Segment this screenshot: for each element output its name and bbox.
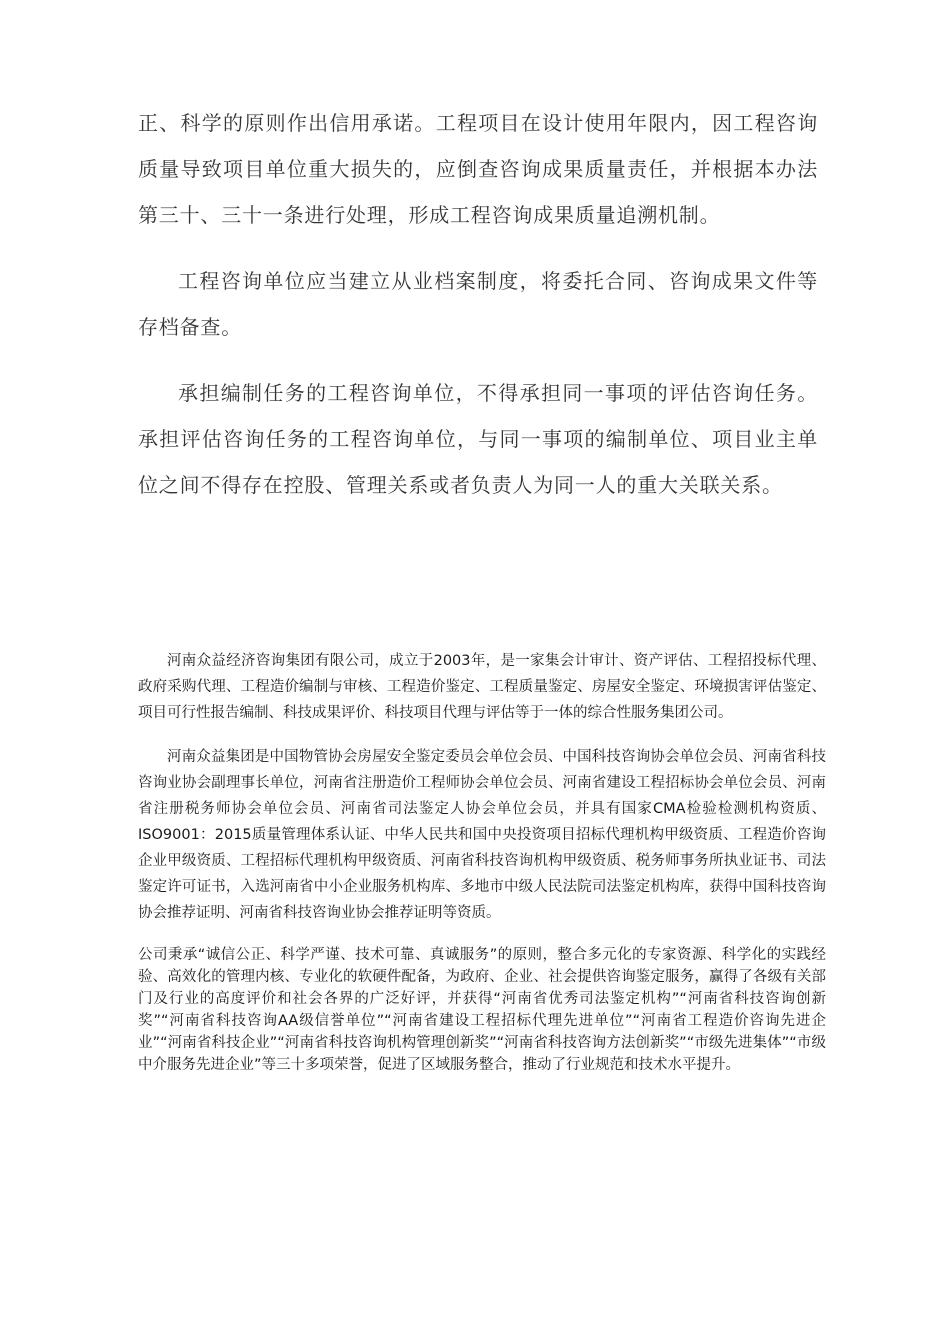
paragraph-company-overview: 河南众益经济咨询集团有限公司，成立于2003年，是一家集会计审计、资产评估、工程招投标代理、政府采购代理、工程造价编制与审核、工程造价鉴定、工程质量鉴定、房屋安全鉴定、环境损害评估鉴定、项目可行性报告编制、科技成果评价、科技项目代理与评估等于一体的综合性服务集团公司。 bbox=[138, 653, 826, 721]
paragraph-principles-honors: 公司秉承“诚信公正、科学严谨、技术可靠、真诚服务”的原则，整合多元化的专家资源、科学化的实践经验、高效化的管理内核、专业化的软硬件配备，为政府、企业、社会提供咨询鉴定服务，赢得了各级有关部门及行业的高度评价和社会各界的广泛好评，并获得“河南省优秀司法鉴定机构”“河南省科技咨询创新奖”“河南省科技咨询AA级信誉单位”“河南省建设工程招标代理先进单位”“河南省工程造价咨询先进企业”“河南省科技企业”“河南省科技咨询机构管理创新奖”“河南省科技咨询方法创新奖”“市级先进集体”“市级中介服务先进企业”等三十多项荣誉，促进了区域服务整合，推动了行业规范和技术水平提升。 bbox=[138, 947, 826, 1073]
paragraph-quality-traceability: 正、科学的原则作出信用承诺。工程项目在设计使用年限内，因工程咨询质量导致项目单位重大损失的，应倒查咨询成果质量责任，并根据本办法第三十、三十一条进行处理，形成工程咨询成果质量追溯机制。 bbox=[138, 111, 818, 227]
company-intro-section bbox=[138, 648, 826, 1094]
paragraph-memberships-qualifications: 河南众益集团是中国物管协会房屋安全鉴定委员会单位会员、中国科技咨询协会单位会员、河南省科技咨询业协会副理事长单位，河南省注册造价工程师协会单位会员、河南省建设工程招标协会单位会员、河南省注册税务师协会单位会员、河南省司法鉴定人协会单位会员，并具有国家CMA检验检测机构资质、ISO9001：2015质量管理体系认证、中华人民共和国中央投资项目招标代理机构甲级资质、工程造价咨询企业甲级资质、工程招标代理机构甲级资质、河南省科技咨询机构甲级资质、税务师事务所执业证书、司法鉴定许可证书，入选河南省中小企业服务机构库、多地市中级人民法院司法鉴定机构库，获得中国科技咨询协会推荐证明、河南省科技咨询业协会推荐证明等资质。 bbox=[138, 749, 826, 921]
regulation-text-section bbox=[138, 100, 818, 528]
paragraph-conflict-of-interest: 承担编制任务的工程咨询单位，不得承担同一事项的评估咨询任务。承担评估咨询任务的工程咨询单位，与同一事项的编制单位、项目业主单位之间不得存在控股、管理关系或者负责人为同一人的重大关联关系。 bbox=[138, 381, 818, 497]
paragraph-archive-system: 工程咨询单位应当建立从业档案制度，将委托合同、咨询成果文件等存档备查。 bbox=[138, 269, 818, 339]
